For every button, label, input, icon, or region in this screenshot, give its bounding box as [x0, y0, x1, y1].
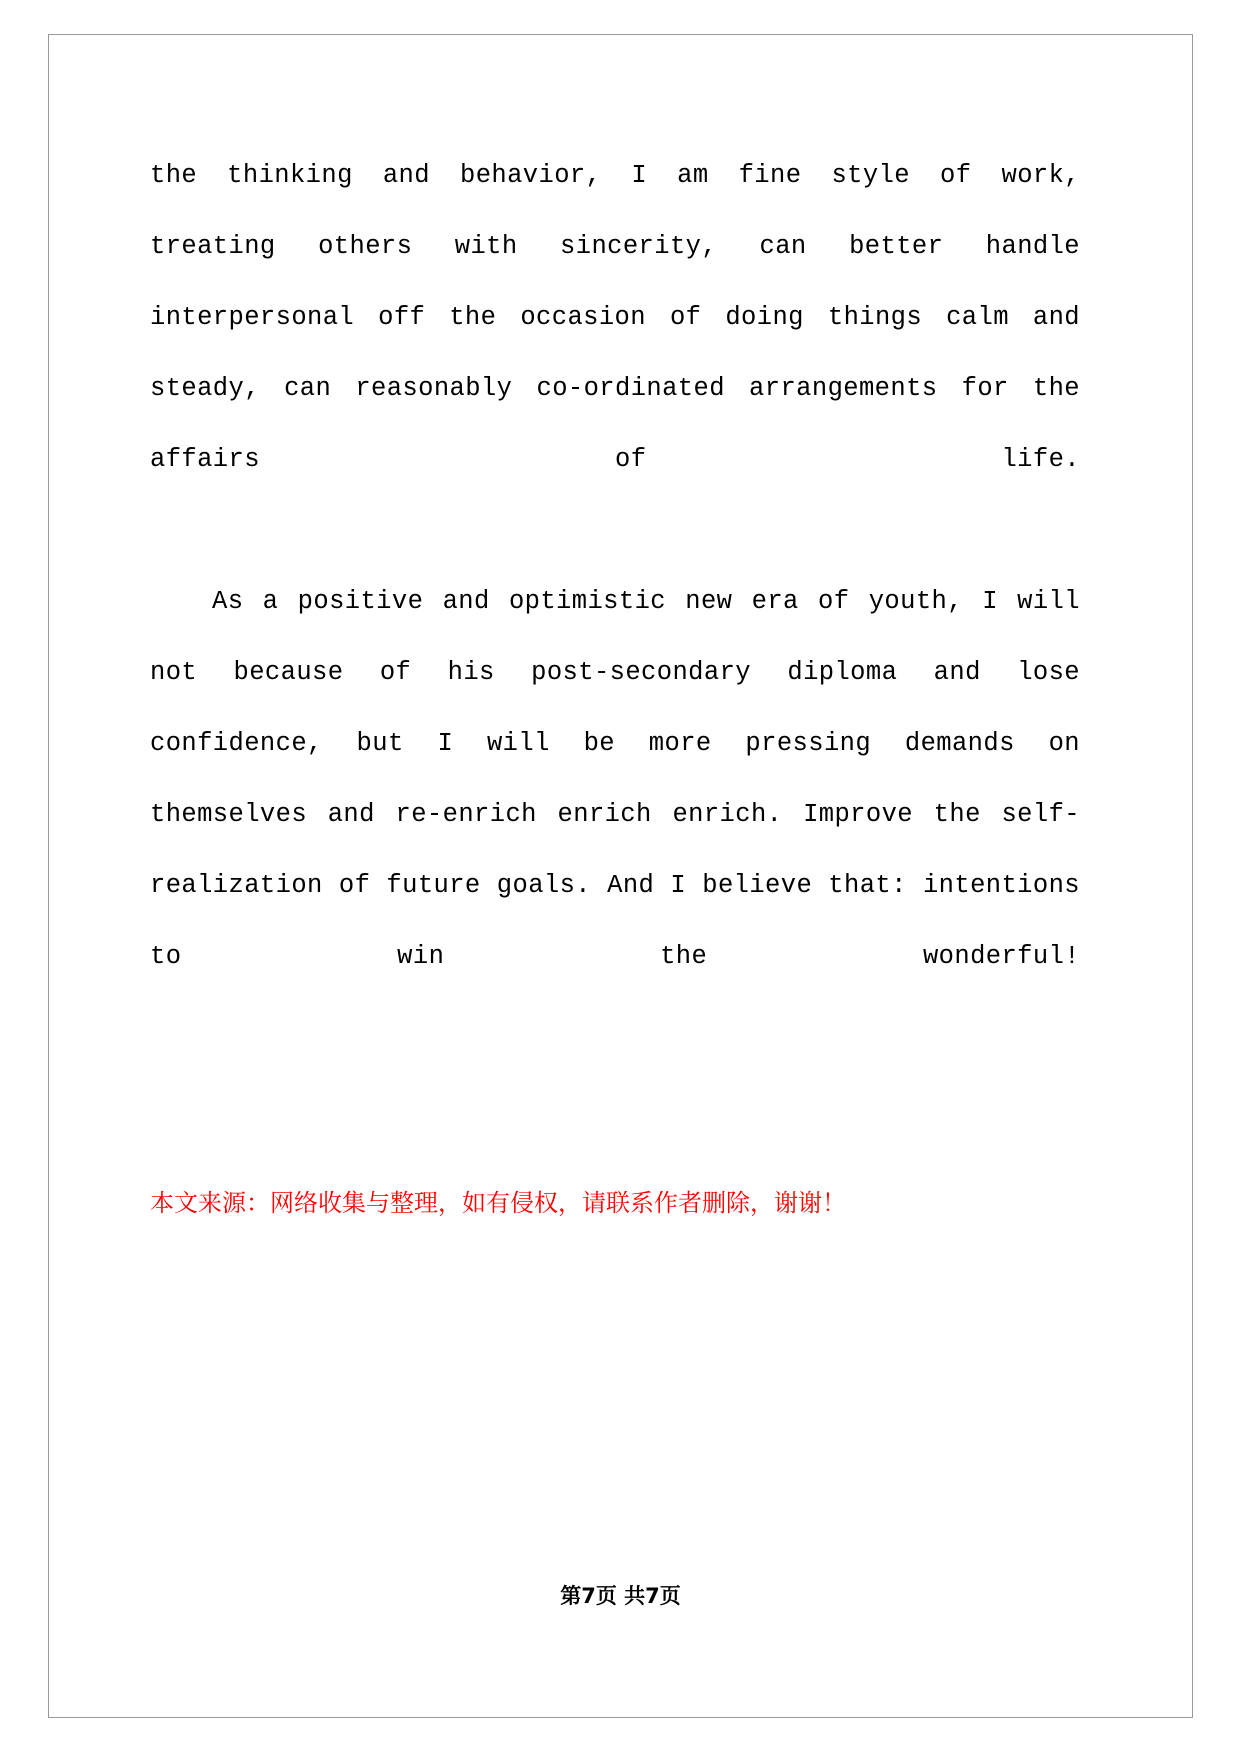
paragraph-1: the thinking and behavior, I am fine style of work, treating others with sincerity, can better handle interpersonal off the occasion of doing things calm and steady, can reasonably co-ordinated arrangements for the affairs of life. — [150, 161, 1080, 474]
paragraph-spacer — [150, 1063, 1080, 1183]
source-note: 本文来源：网络收集与整理，如有侵权，请联系作者删除，谢谢！ — [150, 1189, 846, 1217]
footer-page-number: 第7页 共7页 — [560, 1584, 681, 1608]
page-footer — [0, 1580, 1241, 1610]
paragraph-2: As a positive and optimistic new era of youth, I will not because of his post-secondary diploma and lose confidence, but I will be more pressing demands on themselves and re-enrich enrich enrich. Improve the self-realization of future goals. And I believe that: intentions to win the wonderful! — [150, 587, 1080, 971]
page-content — [150, 140, 1080, 1223]
